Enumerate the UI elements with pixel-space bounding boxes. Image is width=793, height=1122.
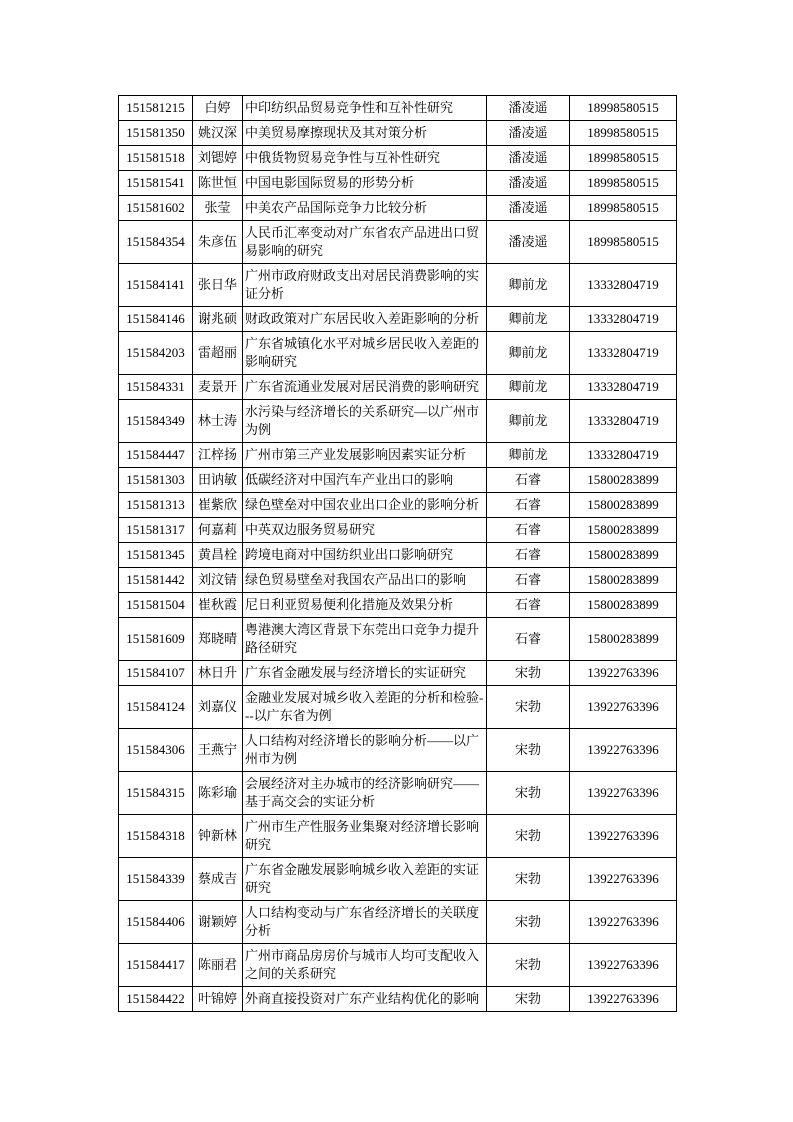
thesis-title-cell: 中英双边服务贸易研究 — [243, 518, 487, 543]
student-name-cell: 林日升 — [193, 661, 243, 686]
advisor-phone-cell: 18998580515 — [570, 171, 677, 196]
student-id-cell: 151581345 — [119, 543, 193, 568]
student-name-cell: 雷超丽 — [193, 332, 243, 375]
table-row — [119, 686, 677, 729]
thesis-title-cell: 跨境电商对中国纺织业出口影响研究 — [243, 543, 487, 568]
table-row — [119, 307, 677, 332]
thesis-title-cell: 中美贸易摩擦现状及其对策分析 — [243, 121, 487, 146]
student-name-cell: 叶锦婷 — [193, 987, 243, 1012]
student-id-cell: 151584141 — [119, 264, 193, 307]
advisor-name-cell: 卿前龙 — [487, 375, 570, 400]
advisor-name-cell: 石睿 — [487, 568, 570, 593]
advisor-phone-cell: 18998580515 — [570, 121, 677, 146]
thesis-title-cell: 粤港澳大湾区背景下东莞出口竞争力提升路径研究 — [243, 618, 487, 661]
table-row — [119, 568, 677, 593]
table-row — [119, 661, 677, 686]
advisor-name-cell: 卿前龙 — [487, 332, 570, 375]
advisor-name-cell: 宋勃 — [487, 987, 570, 1012]
thesis-title-cell: 中印纺织品贸易竞争性和互补性研究 — [243, 96, 487, 121]
table-row — [119, 815, 677, 858]
table-row — [119, 901, 677, 944]
table-row — [119, 987, 677, 1012]
table-row — [119, 96, 677, 121]
student-name-cell: 白婷 — [193, 96, 243, 121]
advisor-name-cell: 宋勃 — [487, 944, 570, 987]
student-id-cell: 151584422 — [119, 987, 193, 1012]
student-name-cell: 崔紫欣 — [193, 493, 243, 518]
student-name-cell: 姚汉深 — [193, 121, 243, 146]
table-row — [119, 944, 677, 987]
advisor-phone-cell: 18998580515 — [570, 146, 677, 171]
advisor-phone-cell: 13922763396 — [570, 901, 677, 944]
thesis-title-cell: 尼日利亚贸易便利化措施及效果分析 — [243, 593, 487, 618]
thesis-title-cell: 广州市政府财政支出对居民消费影响的实证分析 — [243, 264, 487, 307]
thesis-roster-table — [118, 95, 677, 1012]
student-name-cell: 刘锶婷 — [193, 146, 243, 171]
student-id-cell: 151581518 — [119, 146, 193, 171]
student-id-cell: 151584406 — [119, 901, 193, 944]
thesis-title-cell: 广州市第三产业发展影响因素实证分析 — [243, 443, 487, 468]
thesis-title-cell: 中美农产品国际竞争力比较分析 — [243, 196, 487, 221]
advisor-name-cell: 卿前龙 — [487, 264, 570, 307]
student-name-cell: 朱彦伍 — [193, 221, 243, 264]
student-name-cell: 陈丽君 — [193, 944, 243, 987]
advisor-phone-cell: 18998580515 — [570, 96, 677, 121]
advisor-name-cell: 宋勃 — [487, 729, 570, 772]
thesis-title-cell: 中国电影国际贸易的形势分析 — [243, 171, 487, 196]
advisor-phone-cell: 15800283899 — [570, 593, 677, 618]
advisor-phone-cell: 13332804719 — [570, 264, 677, 307]
student-id-cell: 151581350 — [119, 121, 193, 146]
thesis-title-cell: 广州市商品房房价与城市人均可支配收入之间的关系研究 — [243, 944, 487, 987]
table-row — [119, 171, 677, 196]
advisor-name-cell: 宋勃 — [487, 772, 570, 815]
table-row — [119, 772, 677, 815]
student-name-cell: 陈世恒 — [193, 171, 243, 196]
thesis-title-cell: 人口结构变动与广东省经济增长的关联度分析 — [243, 901, 487, 944]
advisor-phone-cell: 13922763396 — [570, 815, 677, 858]
advisor-phone-cell: 15800283899 — [570, 518, 677, 543]
student-id-cell: 151584306 — [119, 729, 193, 772]
table-row — [119, 332, 677, 375]
student-id-cell: 151584203 — [119, 332, 193, 375]
advisor-phone-cell: 13332804719 — [570, 307, 677, 332]
advisor-name-cell: 石睿 — [487, 468, 570, 493]
student-id-cell: 151584354 — [119, 221, 193, 264]
student-name-cell: 黄昌栓 — [193, 543, 243, 568]
advisor-phone-cell: 13922763396 — [570, 729, 677, 772]
student-id-cell: 151581609 — [119, 618, 193, 661]
thesis-title-cell: 中俄货物贸易竞争性与互补性研究 — [243, 146, 487, 171]
student-id-cell: 151581303 — [119, 468, 193, 493]
advisor-name-cell: 潘凌遥 — [487, 196, 570, 221]
table-row — [119, 729, 677, 772]
advisor-phone-cell: 13922763396 — [570, 772, 677, 815]
student-id-cell: 151584339 — [119, 858, 193, 901]
advisor-phone-cell: 15800283899 — [570, 568, 677, 593]
student-id-cell: 151584315 — [119, 772, 193, 815]
student-id-cell: 151584349 — [119, 400, 193, 443]
table-row — [119, 221, 677, 264]
student-name-cell: 张莹 — [193, 196, 243, 221]
table-row — [119, 493, 677, 518]
thesis-title-cell: 人民币汇率变动对广东省农产品进出口贸易影响的研究 — [243, 221, 487, 264]
advisor-name-cell: 卿前龙 — [487, 307, 570, 332]
advisor-name-cell: 潘凌遥 — [487, 96, 570, 121]
advisor-name-cell: 宋勃 — [487, 686, 570, 729]
student-id-cell: 151581541 — [119, 171, 193, 196]
student-name-cell: 刘汶锖 — [193, 568, 243, 593]
advisor-name-cell: 潘凌遥 — [487, 121, 570, 146]
student-id-cell: 151584318 — [119, 815, 193, 858]
student-id-cell: 151584447 — [119, 443, 193, 468]
advisor-name-cell: 潘凌遥 — [487, 171, 570, 196]
thesis-title-cell: 低碳经济对中国汽车产业出口的影响 — [243, 468, 487, 493]
table-row — [119, 375, 677, 400]
student-id-cell: 151581313 — [119, 493, 193, 518]
student-name-cell: 陈彩瑜 — [193, 772, 243, 815]
student-id-cell: 151584331 — [119, 375, 193, 400]
thesis-title-cell: 绿色贸易壁垒对我国农产品出口的影响 — [243, 568, 487, 593]
advisor-name-cell: 潘凌遥 — [487, 146, 570, 171]
advisor-phone-cell: 15800283899 — [570, 543, 677, 568]
advisor-phone-cell: 15800283899 — [570, 618, 677, 661]
advisor-name-cell: 宋勃 — [487, 815, 570, 858]
advisor-phone-cell: 13922763396 — [570, 686, 677, 729]
student-name-cell: 钟新林 — [193, 815, 243, 858]
thesis-title-cell: 金融业发展对城乡收入差距的分析和检验---以广东省为例 — [243, 686, 487, 729]
advisor-phone-cell: 13922763396 — [570, 987, 677, 1012]
advisor-phone-cell: 13332804719 — [570, 375, 677, 400]
advisor-phone-cell: 13332804719 — [570, 400, 677, 443]
thesis-title-cell: 财政政策对广东居民收入差距影响的分析 — [243, 307, 487, 332]
student-name-cell: 谢颖婷 — [193, 901, 243, 944]
advisor-phone-cell: 18998580515 — [570, 221, 677, 264]
student-id-cell: 151584146 — [119, 307, 193, 332]
student-id-cell: 151584124 — [119, 686, 193, 729]
student-name-cell: 刘嘉仪 — [193, 686, 243, 729]
advisor-name-cell: 石睿 — [487, 618, 570, 661]
table-row — [119, 518, 677, 543]
advisor-name-cell: 石睿 — [487, 543, 570, 568]
thesis-title-cell: 广东省金融发展影响城乡收入差距的实证研究 — [243, 858, 487, 901]
advisor-phone-cell: 15800283899 — [570, 493, 677, 518]
thesis-title-cell: 广东省流通业发展对居民消费的影响研究 — [243, 375, 487, 400]
student-name-cell: 林士涛 — [193, 400, 243, 443]
student-id-cell: 151584417 — [119, 944, 193, 987]
advisor-phone-cell: 13922763396 — [570, 858, 677, 901]
table-row — [119, 146, 677, 171]
student-name-cell: 蔡成吉 — [193, 858, 243, 901]
student-name-cell: 江梓扬 — [193, 443, 243, 468]
table-row — [119, 121, 677, 146]
student-name-cell: 田讷敏 — [193, 468, 243, 493]
thesis-title-cell: 水污染与经济增长的关系研究—以广州市为例 — [243, 400, 487, 443]
student-id-cell: 151581602 — [119, 196, 193, 221]
table-row — [119, 858, 677, 901]
advisor-name-cell: 石睿 — [487, 518, 570, 543]
table-row — [119, 400, 677, 443]
advisor-name-cell: 卿前龙 — [487, 443, 570, 468]
advisor-phone-cell: 13332804719 — [570, 332, 677, 375]
student-id-cell: 151581317 — [119, 518, 193, 543]
advisor-name-cell: 宋勃 — [487, 661, 570, 686]
advisor-name-cell: 石睿 — [487, 493, 570, 518]
student-name-cell: 何嘉莉 — [193, 518, 243, 543]
advisor-name-cell: 卿前龙 — [487, 400, 570, 443]
advisor-phone-cell: 13922763396 — [570, 944, 677, 987]
advisor-name-cell: 潘凌遥 — [487, 221, 570, 264]
thesis-title-cell: 会展经济对主办城市的经济影响研究——基于高交会的实证分析 — [243, 772, 487, 815]
student-name-cell: 张日华 — [193, 264, 243, 307]
student-name-cell: 麦景开 — [193, 375, 243, 400]
table-row — [119, 196, 677, 221]
thesis-title-cell: 外商直接投资对广东产业结构优化的影响 — [243, 987, 487, 1012]
advisor-phone-cell: 18998580515 — [570, 196, 677, 221]
table-row — [119, 468, 677, 493]
student-name-cell: 王燕宁 — [193, 729, 243, 772]
student-id-cell: 151581504 — [119, 593, 193, 618]
student-id-cell: 151581215 — [119, 96, 193, 121]
thesis-title-cell: 广州市生产性服务业集聚对经济增长影响研究 — [243, 815, 487, 858]
table-row — [119, 618, 677, 661]
table-row — [119, 264, 677, 307]
student-id-cell: 151581442 — [119, 568, 193, 593]
thesis-title-cell: 广东省城镇化水平对城乡居民收入差距的影响研究 — [243, 332, 487, 375]
thesis-title-cell: 绿色壁垒对中国农业出口企业的影响分析 — [243, 493, 487, 518]
advisor-phone-cell: 13922763396 — [570, 661, 677, 686]
advisor-phone-cell: 13332804719 — [570, 443, 677, 468]
table-row — [119, 443, 677, 468]
advisor-name-cell: 石睿 — [487, 593, 570, 618]
student-name-cell: 崔秋霞 — [193, 593, 243, 618]
advisor-name-cell: 宋勃 — [487, 901, 570, 944]
table-row — [119, 543, 677, 568]
student-name-cell: 谢兆硕 — [193, 307, 243, 332]
thesis-title-cell: 人口结构对经济增长的影响分析——以广州市为例 — [243, 729, 487, 772]
table-row — [119, 593, 677, 618]
advisor-phone-cell: 15800283899 — [570, 468, 677, 493]
student-id-cell: 151584107 — [119, 661, 193, 686]
advisor-name-cell: 宋勃 — [487, 858, 570, 901]
student-name-cell: 郑晓晴 — [193, 618, 243, 661]
roster-table-body — [119, 96, 677, 1012]
thesis-title-cell: 广东省金融发展与经济增长的实证研究 — [243, 661, 487, 686]
